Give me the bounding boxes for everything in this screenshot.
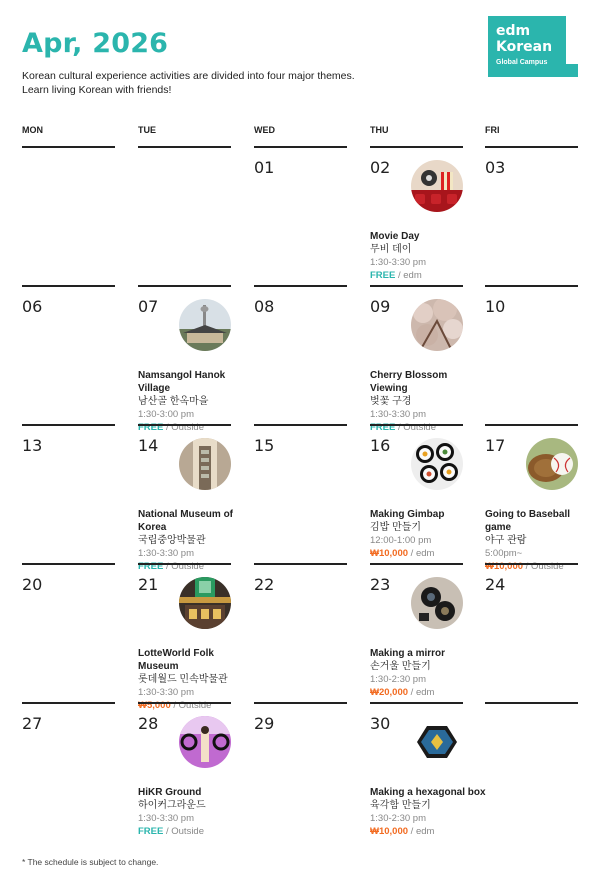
day-number: 09	[370, 297, 391, 316]
event-time: 1:30-3:30 pm	[138, 813, 194, 824]
calendar-cell-30[interactable]	[370, 702, 486, 840]
event-info	[370, 230, 482, 282]
day-number: 08	[254, 297, 275, 316]
event-time: 12:00-1:00 pm	[370, 535, 432, 546]
event-place: / Outside	[170, 700, 212, 711]
event-time: 5:00pm~	[485, 548, 523, 559]
event-title-ko: 야구 관람	[485, 535, 527, 546]
mirror-photo	[411, 577, 463, 629]
event-title-ko: 롯데월드 민속박물관	[138, 674, 228, 685]
event-title-en: Making a hexagonal box	[370, 787, 486, 798]
event-price: ₩10,000	[370, 548, 409, 559]
event-place: / edm	[408, 548, 435, 559]
calendar-cell-29	[254, 702, 347, 840]
calendar-cell-24	[485, 563, 578, 701]
event-place: / edm	[395, 270, 422, 281]
event-time: 1:30-3:30 pm	[370, 409, 426, 420]
calendar-cell-08	[254, 285, 347, 423]
event-title-en: LotteWorld Folk Museum	[138, 648, 220, 672]
event-price: ₩10,000	[370, 826, 409, 837]
event-time: 1:30-2:30 pm	[370, 813, 426, 824]
day-number: 27	[22, 714, 43, 733]
day-number: 21	[138, 575, 159, 594]
day-number: 29	[254, 714, 275, 733]
event-info	[138, 786, 250, 838]
day-number: 17	[485, 436, 506, 455]
event-time: 1:30-2:30 pm	[370, 674, 426, 685]
calendar-cell-empty	[138, 146, 231, 284]
event-info	[370, 508, 482, 560]
calendar-cell-20	[22, 563, 115, 701]
gimbap-photo	[411, 438, 463, 490]
calendar-cell-13	[22, 424, 115, 562]
weekday-tue: TUE	[138, 125, 156, 135]
event-title-ko: 손거울 만들기	[370, 661, 431, 672]
event-title-en: Movie Day	[370, 231, 420, 242]
weekday-wed: WED	[254, 125, 275, 135]
calendar-cell-03	[485, 146, 578, 284]
event-price: ₩10,000	[485, 561, 524, 572]
event-title-en: National Museum of Korea	[138, 509, 234, 533]
calendar-cell-14[interactable]	[138, 424, 234, 572]
calendar-cell-01	[254, 146, 347, 284]
event-title-en: Making a mirror	[370, 648, 446, 659]
day-number: 16	[370, 436, 391, 455]
event-title-en: HiKR Ground	[138, 787, 202, 798]
event-title-ko: 국립중앙박물관	[138, 535, 206, 546]
event-title-en: Going to Baseball game	[485, 509, 571, 533]
event-info	[370, 647, 482, 699]
cherry-blossom-photo	[411, 299, 463, 351]
hikr-ground-photo	[179, 716, 231, 768]
calendar-cell-02[interactable]	[370, 146, 463, 284]
hanok-photo	[179, 299, 231, 351]
calendar-cell-17[interactable]	[485, 424, 578, 572]
subtitle-line-2: Learn living Korean with friends!	[22, 83, 172, 96]
event-price: FREE	[138, 422, 164, 433]
calendar-cell-06	[22, 285, 115, 423]
day-number: 22	[254, 575, 275, 594]
day-number: 02	[370, 158, 391, 177]
event-price: FREE	[370, 422, 396, 433]
event-place: / Outside	[163, 561, 205, 572]
weekday-thu: THU	[370, 125, 389, 135]
calendar-cell-22	[254, 563, 347, 701]
calendar-cell-23[interactable]	[370, 563, 463, 701]
event-title-ko: 김밥 만들기	[370, 522, 422, 533]
day-number: 10	[485, 297, 506, 316]
footnote: * The schedule is subject to change.	[22, 857, 159, 867]
calendar-cell-15	[254, 424, 347, 562]
calendar-cell-27	[22, 702, 115, 840]
event-place: / edm	[408, 687, 435, 698]
calendar-cell-16[interactable]	[370, 424, 463, 562]
calendar-cell-empty	[485, 702, 578, 840]
event-place: / Outside	[523, 561, 564, 572]
day-number: 06	[22, 297, 43, 316]
logo-line-1: edm	[496, 23, 531, 39]
cinema-photo	[411, 160, 463, 212]
event-price: FREE	[138, 826, 164, 837]
baseball-photo	[526, 438, 578, 490]
page-subtitle	[22, 70, 355, 97]
subtitle-line-1: Korean cultural experience activities are divided into four major themes.	[22, 70, 355, 82]
event-place: / Outside	[163, 422, 205, 433]
museum-photo	[179, 438, 231, 490]
event-place: / edm	[408, 826, 435, 837]
event-time: 1:30-3:30 pm	[138, 548, 194, 559]
calendar-cell-28[interactable]	[138, 702, 231, 840]
event-price: FREE	[370, 270, 396, 281]
day-number: 01	[254, 158, 275, 177]
day-number: 13	[22, 436, 43, 455]
calendar-cell-10	[485, 285, 578, 423]
edm-korean-logo	[488, 16, 578, 77]
calendar-cell-21[interactable]	[138, 563, 231, 711]
weekday-fri: FRI	[485, 125, 500, 135]
event-title-ko: 육각함 만들기	[370, 800, 431, 811]
logo-line-2: Korean	[496, 39, 553, 55]
event-title-ko: 벚꽃 구경	[370, 396, 412, 407]
weekday-mon: MON	[22, 125, 43, 135]
event-place: / Outside	[395, 422, 437, 433]
event-title-ko: 남산골 한옥마을	[138, 396, 209, 407]
event-time: 1:30-3:30 pm	[138, 687, 194, 698]
event-place: / Outside	[163, 826, 205, 837]
day-number: 24	[485, 575, 506, 594]
calendar-cell-empty	[22, 146, 115, 284]
day-number: 15	[254, 436, 275, 455]
event-title-en: Namsangol Hanok Village	[138, 370, 226, 394]
event-price: ₩20,000	[370, 687, 409, 698]
day-number: 20	[22, 575, 43, 594]
day-number: 30	[370, 714, 391, 733]
event-title-en: Cherry Blossom Viewing	[370, 370, 448, 394]
day-number: 14	[138, 436, 159, 455]
event-time: 1:30-3:00 pm	[138, 409, 194, 420]
event-price: ₩5,000	[138, 700, 171, 711]
event-title-ko: 하이커그라운드	[138, 800, 206, 811]
event-time: 1:30-3:30 pm	[370, 257, 426, 268]
day-number: 03	[485, 158, 506, 177]
event-title-en: Making Gimbap	[370, 509, 445, 520]
day-number: 23	[370, 575, 391, 594]
event-price: FREE	[138, 561, 164, 572]
event-title-ko: 무비 데이	[370, 244, 412, 255]
calendar-cell-09[interactable]	[370, 285, 463, 433]
calendar-cell-07[interactable]	[138, 285, 231, 433]
folk-museum-photo	[179, 577, 231, 629]
logo-line-3: Global Campus	[496, 59, 548, 66]
page-title: Apr, 2026	[22, 28, 169, 59]
day-number: 28	[138, 714, 159, 733]
day-number: 07	[138, 297, 159, 316]
hexagon-box-photo	[411, 716, 463, 768]
